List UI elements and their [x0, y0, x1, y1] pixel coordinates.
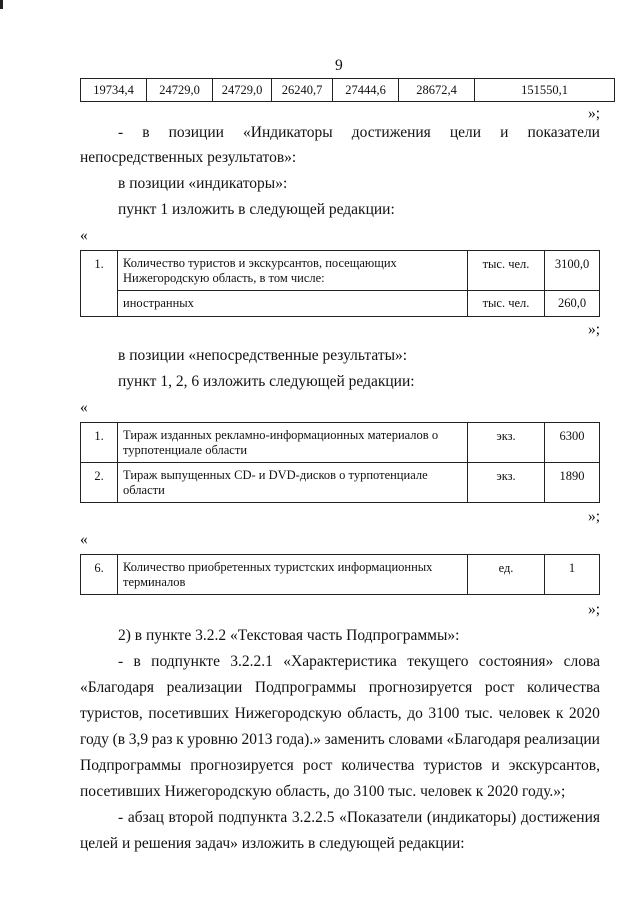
word: тыс.	[464, 705, 493, 722]
row-number: 1.	[81, 251, 118, 317]
paragraph-line: в позиции «непосредственные результаты»:	[118, 347, 408, 364]
word: «Благодаря	[80, 679, 154, 696]
text-line: Количество туристов и экскурсантов, посещающих	[123, 256, 397, 270]
closing-quote: »;	[588, 508, 601, 525]
opening-quote: «	[80, 531, 88, 548]
result-text	[118, 423, 468, 463]
page-number: 9	[335, 57, 343, 74]
word: рост	[484, 679, 515, 696]
paragraph-g-line-2	[80, 678, 600, 697]
word: состояния»	[478, 653, 554, 670]
word: показатели	[527, 124, 600, 141]
word: -	[118, 124, 124, 141]
word: 2020	[568, 705, 600, 722]
word: реализации	[166, 679, 243, 696]
word: словами	[388, 731, 443, 748]
paragraph-g-line-5	[80, 756, 600, 775]
word: году	[80, 731, 109, 748]
page-corner-mark	[0, 0, 3, 9]
word: к	[176, 731, 184, 748]
word: посетивших	[148, 705, 230, 722]
table-cell: 24729,0	[147, 79, 213, 102]
word: достижения	[351, 124, 431, 141]
word: к	[555, 705, 564, 722]
word: «Индикаторы	[243, 124, 333, 141]
table-cell: 26240,7	[272, 79, 333, 102]
word: цели	[449, 124, 482, 141]
value-cell: 1	[545, 555, 600, 595]
row-number: 2.	[81, 463, 118, 503]
table-cell: 28672,4	[399, 79, 475, 102]
word: второй	[168, 809, 214, 826]
word: и	[500, 124, 509, 141]
word: абзац	[127, 809, 164, 826]
word: раз	[151, 731, 173, 748]
text-line: Тираж изданных рекламно-информационных материалов о	[123, 428, 439, 442]
table-row	[81, 79, 615, 102]
paragraph-g-line-6: посетивших Нижегородскую область, до 3100 тыс. человек к 2020 году.»;	[80, 783, 566, 800]
word: Подпрограммы	[80, 757, 182, 774]
word: область,	[347, 705, 402, 722]
unit-cell: экз.	[468, 423, 545, 463]
word: Подпрограммы	[254, 679, 357, 696]
word: 2013	[241, 731, 273, 748]
word: 3.2.2.1	[230, 653, 273, 670]
word: 3100	[428, 705, 460, 722]
word: позиции	[168, 124, 224, 141]
table-row	[81, 555, 600, 595]
row-number: 6.	[81, 555, 118, 595]
word: года).»	[276, 731, 321, 748]
word: и	[491, 757, 500, 774]
word: «Благодаря	[446, 731, 521, 748]
indicator-table	[80, 250, 600, 317]
word: количества	[526, 679, 600, 696]
paragraph-line: в позиции «индикаторы»:	[118, 175, 288, 192]
table-row	[81, 251, 600, 291]
paragraph-line: пункт 1, 2, 6 изложить следующей редакции:	[118, 373, 415, 390]
word: уровню	[187, 731, 238, 748]
word: подпункте	[151, 653, 220, 670]
word: в	[142, 124, 150, 141]
word: туристов	[423, 757, 483, 774]
value-cell: 6300	[545, 423, 600, 463]
table-cell: 19734,4	[81, 79, 147, 102]
budget-table	[80, 78, 615, 102]
paragraph-g-line-1	[118, 652, 600, 671]
word: до	[407, 705, 423, 722]
text-line: терминалов	[123, 575, 186, 589]
value-cell: 3100,0	[545, 251, 600, 291]
result-text	[118, 463, 468, 503]
word: прогнозируется	[368, 679, 473, 696]
word: подпункта	[218, 809, 288, 826]
opening-quote: «	[80, 227, 88, 244]
word: прогнозируется	[190, 757, 294, 774]
indicator-text: иностранных	[118, 291, 468, 317]
word: реализации	[524, 731, 600, 748]
text-line: области	[123, 483, 165, 497]
paragraph-line: непосредственных результатов»:	[80, 149, 297, 166]
word: Нижегородскую	[234, 705, 342, 722]
word: текущего	[407, 653, 469, 670]
table-cell: 27444,6	[333, 79, 399, 102]
table-row	[81, 291, 600, 317]
table-row	[81, 463, 600, 503]
unit-cell: экз.	[468, 463, 545, 503]
paragraph-line: 2) в пункте 3.2.2 «Текстовая часть Подпрограммы»:	[118, 627, 460, 644]
word: -	[118, 809, 124, 826]
text-line: Тираж выпущенных CD- и DVD-дисков о турпотенциале	[123, 468, 428, 482]
value-cell: 260,0	[545, 291, 600, 317]
word: рост	[302, 757, 333, 774]
table-cell: 24729,0	[213, 79, 272, 102]
indicator-text	[118, 251, 468, 291]
word: в	[133, 653, 141, 670]
unit-cell: тыс. чел.	[468, 291, 545, 317]
row-number: 1.	[81, 423, 118, 463]
unit-cell: ед.	[468, 555, 545, 595]
text-line: Нижегородскую область, в том числе:	[123, 271, 325, 285]
text-line: Количество приобретенных туристских информационных	[123, 560, 433, 574]
value-cell: 1890	[545, 463, 600, 503]
results-table-6	[80, 554, 600, 595]
opening-quote: «	[80, 399, 88, 416]
word: (в	[112, 731, 126, 748]
word: заменить	[324, 731, 385, 748]
word: 3,9	[128, 731, 149, 748]
paragraph-h-line-2: целей и решения задач» изложить в следующей редакции:	[80, 835, 465, 852]
closing-quote: »;	[588, 321, 601, 338]
word: «Характеристика	[283, 653, 397, 670]
result-text	[118, 555, 468, 595]
paragraph-g-line-3	[80, 704, 600, 723]
word: туристов,	[80, 705, 143, 722]
word: достижения	[520, 809, 600, 826]
paragraph-h-line-1	[118, 808, 600, 827]
word: экскурсантов,	[508, 757, 600, 774]
word: слова	[563, 653, 600, 670]
paragraph-g-line-4	[80, 730, 600, 749]
text-line: турпотенциале области	[123, 443, 248, 457]
table-row	[81, 423, 600, 463]
word: (индикаторы)	[426, 809, 517, 826]
results-table	[80, 422, 600, 503]
word: «Показатели	[339, 809, 423, 826]
word: человек	[498, 705, 551, 722]
word: количества	[341, 757, 415, 774]
paragraph-indicators-line	[118, 123, 600, 142]
paragraph-line: пункт 1 изложить в следующей редакции:	[118, 201, 395, 218]
unit-cell: тыс. чел.	[468, 251, 545, 291]
closing-quote: »;	[588, 601, 601, 618]
table-cell: 151550,1	[475, 79, 615, 102]
word: -	[118, 653, 124, 670]
word: 3.2.2.5	[291, 809, 335, 826]
closing-quote: »;	[588, 105, 601, 122]
